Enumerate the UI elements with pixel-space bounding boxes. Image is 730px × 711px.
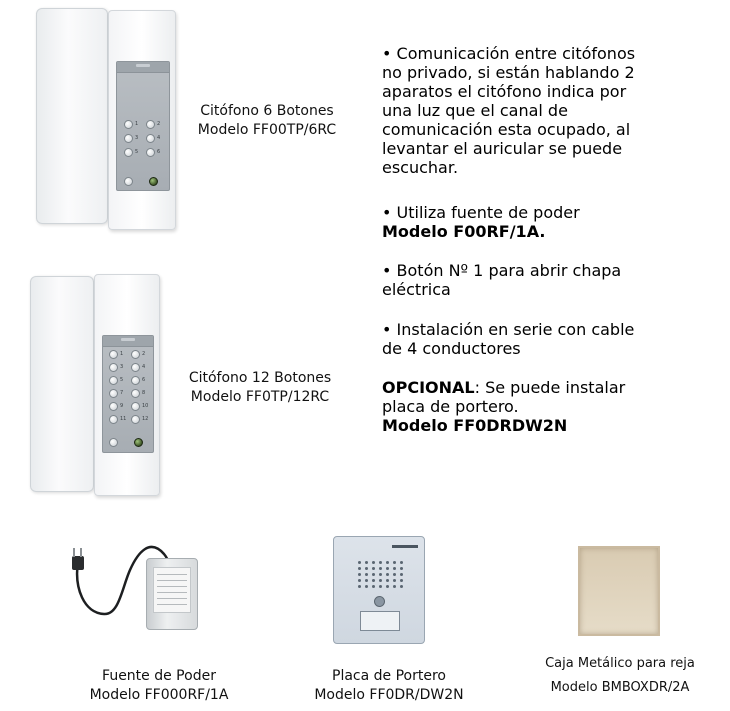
keypad-number: 4 xyxy=(157,135,161,141)
speaker-hole xyxy=(358,561,361,564)
keypad-key xyxy=(146,148,164,157)
feature-power-supply xyxy=(382,203,702,241)
keypad-number: 6 xyxy=(142,377,146,383)
metal-box-caption xyxy=(534,652,706,700)
door-panel-image xyxy=(333,536,425,644)
intercom-12-caption xyxy=(164,369,356,407)
speaker-hole xyxy=(386,573,389,576)
speaker-hole xyxy=(400,561,403,564)
door-panel-model: Modelo FF0DR/DW2N xyxy=(314,687,464,703)
keypad-key xyxy=(109,415,127,424)
keypad-key xyxy=(109,350,127,359)
keypad-number: 10 xyxy=(142,403,149,409)
feature-power-supply-text: • Utiliza fuente de poder xyxy=(382,203,580,222)
keypad-button xyxy=(131,350,140,359)
intercom-6-title: Citófono 6 Botones xyxy=(200,103,334,119)
call-button xyxy=(134,438,143,447)
speaker-hole xyxy=(365,585,368,588)
speaker-hole xyxy=(365,567,368,570)
speaker-hole xyxy=(372,561,375,564)
metal-box-title: Caja Metálico para reja xyxy=(545,656,695,671)
keypad-key xyxy=(109,376,127,385)
call-button xyxy=(149,177,158,186)
feature-installation-line2: de 4 conductores xyxy=(382,339,521,358)
metal-box-image xyxy=(578,546,660,636)
keypad-key xyxy=(131,389,149,398)
keypad-button xyxy=(109,389,118,398)
keypad-number: 4 xyxy=(142,364,146,370)
speaker-hole xyxy=(365,573,368,576)
intercom-12-title: Citófono 12 Botones xyxy=(188,370,332,386)
intercom-6-buttons-image xyxy=(36,8,178,232)
keypad-button xyxy=(146,120,155,129)
feature-power-supply-model: Modelo F00RF/1A. xyxy=(382,222,546,241)
feature-communication-line: levantar el auricular se puede xyxy=(382,139,623,158)
feature-installation xyxy=(382,320,702,358)
keypad-key xyxy=(131,350,149,359)
handset xyxy=(30,276,94,492)
speaker-hole xyxy=(386,561,389,564)
intercom-12-model: Modelo FF0TP/12RC xyxy=(190,389,330,405)
keypad-number: 5 xyxy=(120,377,124,383)
optional-label: OPCIONAL xyxy=(382,378,475,397)
metal-box-model: Modelo BMBOXDR/2A xyxy=(550,680,690,695)
keypad-button xyxy=(146,134,155,143)
keypad-number: 2 xyxy=(142,351,146,357)
speaker-hole xyxy=(379,567,382,570)
keypad-number: 3 xyxy=(120,364,124,370)
speaker-hole xyxy=(393,561,396,564)
intercom-6-caption xyxy=(172,102,362,140)
keypad-number: 3 xyxy=(135,135,139,141)
keypad-number: 11 xyxy=(120,416,127,422)
keypad-key xyxy=(131,376,149,385)
intercom-base xyxy=(108,10,176,230)
optional-text: : Se puede instalar xyxy=(474,378,626,397)
keypad-number: 6 xyxy=(157,149,161,155)
feature-communication-line: comunicación esta ocupado, al xyxy=(382,120,631,139)
handset xyxy=(36,8,108,224)
speaker-hole xyxy=(372,585,375,588)
keypad-key xyxy=(124,120,142,129)
keypad-number: 12 xyxy=(142,416,149,422)
keypad-button xyxy=(124,148,133,157)
door-panel-caption xyxy=(296,667,482,705)
speaker-hole xyxy=(358,573,361,576)
feature-communication-line: • Comunicación entre citófonos xyxy=(382,44,636,63)
speaker-hole xyxy=(358,585,361,588)
speaker-hole xyxy=(372,579,375,582)
keypad-key xyxy=(124,134,142,143)
speaker-hole xyxy=(365,579,368,582)
keypad-key xyxy=(146,134,164,143)
speaker-hole xyxy=(365,561,368,564)
keypad-key xyxy=(131,415,149,424)
keypad-button xyxy=(124,134,133,143)
keypad-key xyxy=(131,363,149,372)
speaker-hole xyxy=(393,579,396,582)
speaker-hole xyxy=(358,579,361,582)
speaker-hole xyxy=(386,585,389,588)
speaker-hole xyxy=(400,567,403,570)
keypad-number: 1 xyxy=(120,351,124,357)
speaker-hole xyxy=(372,573,375,576)
speaker-hole xyxy=(400,579,403,582)
keypad xyxy=(109,350,149,424)
keypad-button xyxy=(146,148,155,157)
feature-communication-line: aparatos el citófono indica por xyxy=(382,82,627,101)
intercom-12-buttons-image xyxy=(30,274,164,496)
optional-note xyxy=(382,378,702,435)
transformer xyxy=(146,558,198,630)
feature-communication-line: no privado, si están hablando 2 xyxy=(382,63,635,82)
feature-button-1-line1: • Botón Nº 1 para abrir chapa xyxy=(382,261,622,280)
speaker-hole xyxy=(393,573,396,576)
keypad-button xyxy=(131,363,140,372)
keypad-key xyxy=(109,363,127,372)
optional-model: Modelo FF0DRDW2N xyxy=(382,416,568,435)
speaker-hole xyxy=(379,579,382,582)
power-supply-image xyxy=(64,518,204,634)
intercom-base xyxy=(94,274,160,496)
keypad-key xyxy=(131,402,149,411)
keypad-button xyxy=(131,415,140,424)
extra-button xyxy=(124,177,133,186)
optional-line2: placa de portero. xyxy=(382,397,519,416)
speaker-hole xyxy=(379,585,382,588)
keypad-button xyxy=(109,350,118,359)
keypad-button xyxy=(109,415,118,424)
keypad-button xyxy=(109,402,118,411)
speaker-hole xyxy=(379,573,382,576)
door-panel-title: Placa de Portero xyxy=(332,668,446,684)
speaker-hole xyxy=(379,561,382,564)
power-supply-model: Modelo FF000RF/1A xyxy=(89,687,229,703)
keypad-number: 7 xyxy=(120,390,124,396)
power-supply-title: Fuente de Poder xyxy=(102,668,216,684)
power-supply-caption xyxy=(66,667,252,705)
intercom-6-model: Modelo FF00TP/6RC xyxy=(197,122,337,138)
feature-installation-line1: • Instalación en serie con cable xyxy=(382,320,635,339)
speaker-hole xyxy=(393,585,396,588)
keypad-number: 5 xyxy=(135,149,139,155)
feature-communication xyxy=(382,44,702,177)
keypad-button xyxy=(131,376,140,385)
speaker-hole xyxy=(358,567,361,570)
keypad xyxy=(124,120,164,157)
keypad-key xyxy=(146,120,164,129)
feature-button-1 xyxy=(382,261,702,299)
keypad-button xyxy=(124,120,133,129)
keypad-panel xyxy=(116,61,170,191)
speaker-hole xyxy=(372,567,375,570)
keypad-number: 1 xyxy=(135,121,139,127)
feature-communication-line: escuchar. xyxy=(382,158,459,177)
keypad-panel xyxy=(102,335,154,453)
speaker-hole xyxy=(386,567,389,570)
keypad-button xyxy=(109,363,118,372)
keypad-number: 9 xyxy=(120,403,124,409)
speaker-hole xyxy=(400,585,403,588)
keypad-button xyxy=(131,402,140,411)
extra-button xyxy=(109,438,118,447)
speaker-hole xyxy=(393,567,396,570)
keypad-number: 8 xyxy=(142,390,146,396)
speaker-hole xyxy=(400,573,403,576)
speaker-hole xyxy=(386,579,389,582)
keypad-number: 2 xyxy=(157,121,161,127)
keypad-key xyxy=(124,148,142,157)
keypad-key xyxy=(109,402,127,411)
keypad-button xyxy=(109,376,118,385)
keypad-button xyxy=(131,389,140,398)
keypad-key xyxy=(109,389,127,398)
feature-button-1-line2: eléctrica xyxy=(382,280,451,299)
feature-communication-line: una luz que el canal de xyxy=(382,101,568,120)
